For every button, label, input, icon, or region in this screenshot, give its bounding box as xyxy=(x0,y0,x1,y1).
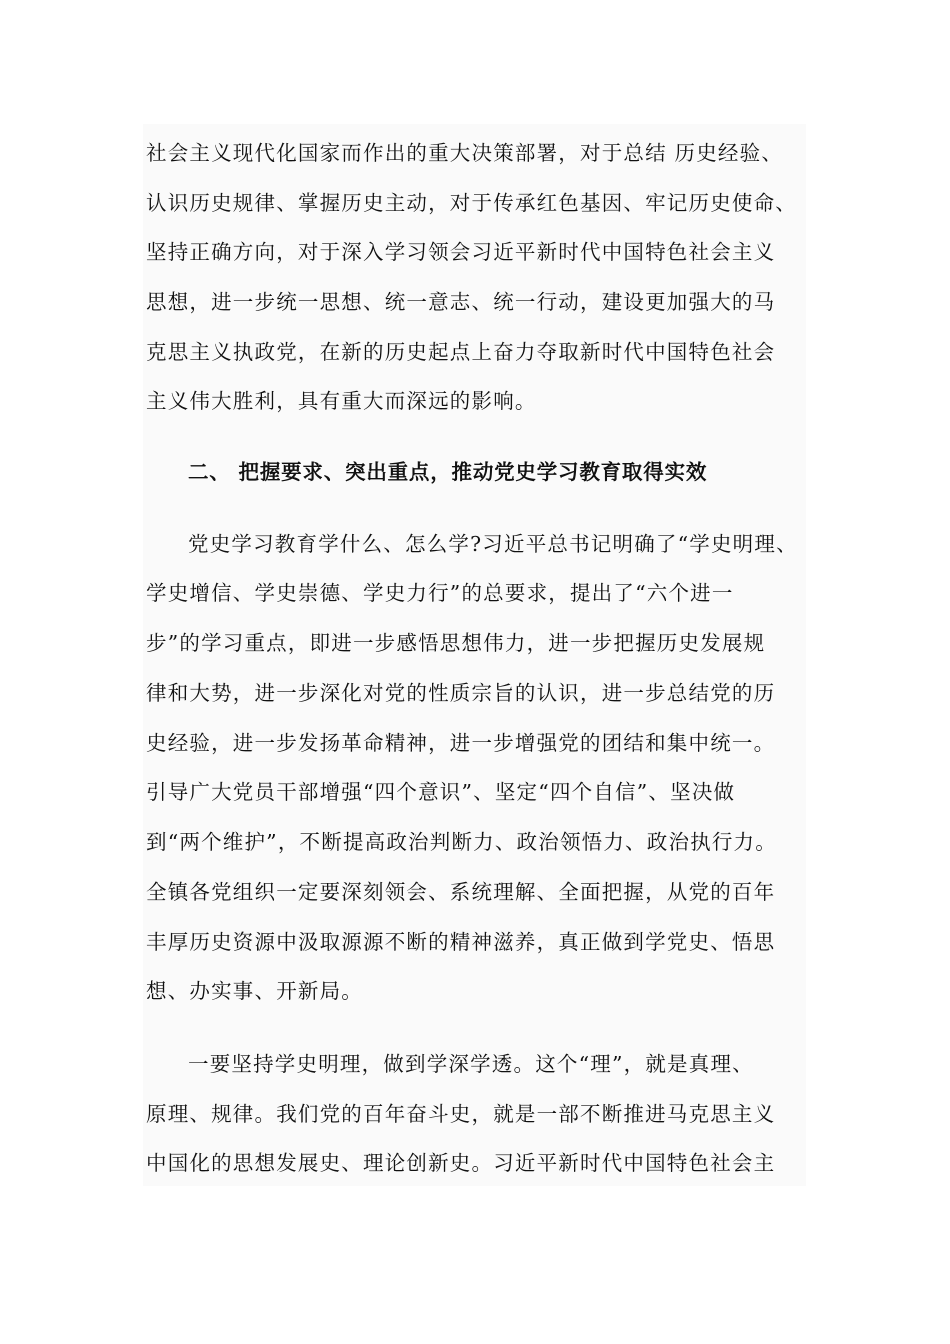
paragraph-2-line-10: 想、办实事、开新局。 xyxy=(146,979,363,1003)
section-heading: 二、 把握要求、突出重点，推动党史学习教育取得实效 xyxy=(188,460,708,484)
paragraph-1-line-6: 主义伟大胜利，具有重大而深远的影响。 xyxy=(146,389,537,413)
paragraph-2-line-7: 到“两个维护”，不断提高政治判断力、政治领悟力、政治执行力。 xyxy=(146,830,777,854)
paragraph-2-line-2: 学史增信、学史崇德、学史力行”的总要求，提出了“六个进一 xyxy=(146,581,734,605)
paragraph-1-line-5: 克思主义执政党，在新的历史起点上奋力夺取新时代中国特色社会 xyxy=(146,340,776,364)
paragraph-1-line-2: 认识历史规律、掌握历史主动，对于传承红色基因、牢记历史使命、 xyxy=(146,191,797,215)
paragraph-2-line-6: 引导广大党员干部增强“四个意识”、坚定“四个自信”、坚决做 xyxy=(146,780,736,804)
paragraph-2-line-4: 律和大势，进一步深化对党的性质宗旨的认识，进一步总结党的历 xyxy=(146,681,776,705)
paragraph-2-line-8: 全镇各党组织一定要深刻领会、系统理解、全面把握，从党的百年 xyxy=(146,880,776,904)
paragraph-1-line-3: 坚持正确方向，对于深入学习领会习近平新时代中国特色社会主义 xyxy=(146,240,776,264)
paragraph-1-line-1: 社会主义现代化国家而作出的重大决策部署，对于总结 历史经验、 xyxy=(146,141,784,165)
paragraph-2-line-5: 史经验，进一步发扬革命精神，进一步增强党的团结和集中统一。 xyxy=(146,731,776,755)
paragraph-3-line-2: 原理、规律。我们党的百年奋斗史，就是一部不断推进马克思主义 xyxy=(146,1102,776,1126)
paragraph-1-line-4: 思想，进一步统一思想、统一意志、统一行动，建设更加强大的马 xyxy=(146,290,776,314)
paragraph-3-line-1: 一要坚持学史明理，做到学深学透。这个“理”，就是真理、 xyxy=(188,1052,754,1076)
paragraph-2-line-1: 党史学习教育学什么、怎么学?习近平总书记明确了“学史明理、 xyxy=(188,532,798,556)
paragraph-3-line-3: 中国化的思想发展史、理论创新史。习近平新时代中国特色社会主 xyxy=(146,1151,776,1175)
paragraph-2-line-9: 丰厚历史资源中汲取源源不断的精神滋养，真正做到学党史、悟思 xyxy=(146,930,776,954)
paragraph-2-line-3: 步”的学习重点，即进一步感悟思想伟力，进一步把握历史发展规 xyxy=(146,631,766,655)
